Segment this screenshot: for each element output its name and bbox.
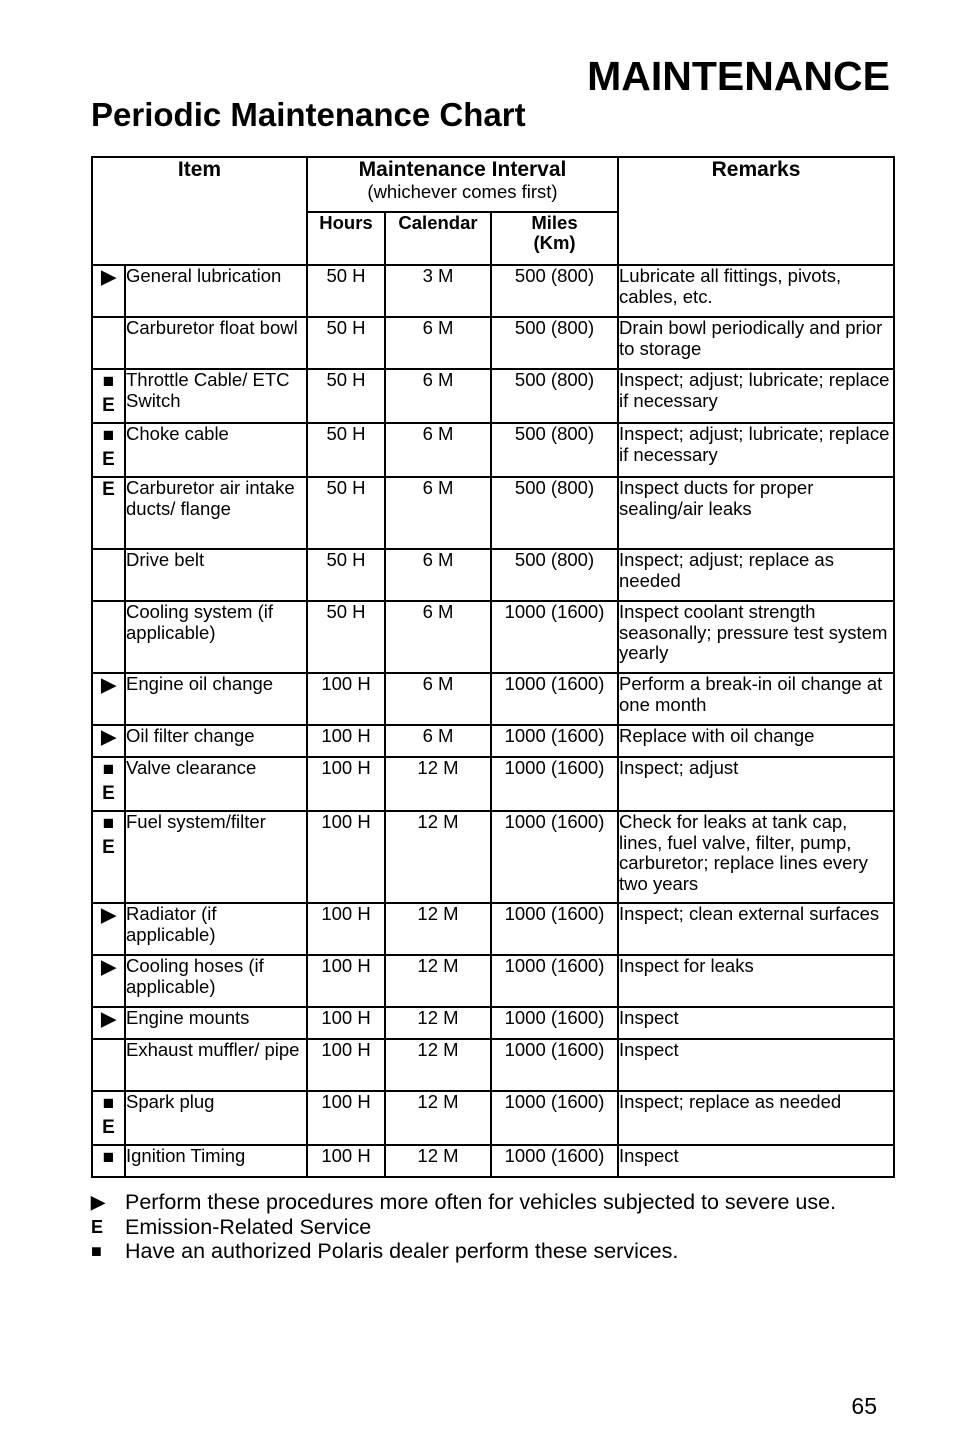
miles-cell: 1000 (1600) [491,903,618,955]
remarks-cell: Lubricate all fittings, pivots, cables, etc. [618,265,894,317]
item-cell: Spark plug [125,1091,307,1145]
service-marks [92,725,125,757]
emission-e-icon: E [102,395,115,416]
table-row [92,1145,894,1177]
item-cell: Carburetor float bowl [125,317,307,369]
item-header: Item [92,157,307,265]
remarks-cell: Inspect; adjust; lubricate; replace if necessary [618,369,894,423]
miles-cell: 500 (800) [491,369,618,423]
service-marks [92,1039,125,1091]
table-row [92,423,894,477]
item-cell: Oil filter change [125,725,307,757]
miles-cell: 500 (800) [491,423,618,477]
table-row [92,673,894,725]
square-icon: ■ [102,1093,115,1114]
calendar-header: Calendar [385,212,491,265]
remarks-cell: Inspect for leaks [618,955,894,1007]
calendar-cell: 6 M [385,317,491,369]
legend-text: Have an authorized Polaris dealer perform these services. [125,1239,679,1263]
miles-cell: 500 (800) [491,317,618,369]
chart-body [92,265,894,1177]
square-icon: ■ [91,1241,102,1261]
hours-cell: 100 H [307,903,385,955]
emission-e-icon: E [102,479,115,500]
hours-cell: 100 H [307,1091,385,1145]
hours-cell: 50 H [307,601,385,673]
table-row [92,757,894,811]
service-marks [92,811,125,903]
square-icon: ■ [102,813,115,834]
hours-cell: 100 H [307,811,385,903]
item-cell: Engine mounts [125,1007,307,1039]
legend-item-dealer [91,1239,836,1264]
calendar-cell: 6 M [385,673,491,725]
triangle-icon: ▶ [101,905,116,926]
miles-cell: 1000 (1600) [491,1091,618,1145]
table-row [92,725,894,757]
calendar-cell: 12 M [385,811,491,903]
maintenance-chart-table [91,156,895,1178]
triangle-icon: ▶ [101,267,116,288]
miles-cell: 1000 (1600) [491,1145,618,1177]
service-marks [92,1145,125,1177]
square-icon: ■ [102,1147,115,1168]
table-row [92,317,894,369]
remarks-cell: Replace with oil change [618,725,894,757]
miles-cell: 1000 (1600) [491,1039,618,1091]
hours-cell: 50 H [307,549,385,601]
service-marks [92,903,125,955]
miles-cell: 500 (800) [491,549,618,601]
page-title: Periodic Maintenance Chart [91,96,526,133]
item-cell: Fuel system/filter [125,811,307,903]
item-cell: Engine oil change [125,673,307,725]
hours-cell: 100 H [307,1145,385,1177]
table-row [92,1039,894,1091]
miles-cell: 1000 (1600) [491,601,618,673]
hours-cell: 50 H [307,369,385,423]
miles-cell: 1000 (1600) [491,1007,618,1039]
hours-cell: 100 H [307,757,385,811]
service-marks [92,673,125,725]
interval-header [307,157,618,212]
remarks-cell: Perform a break-in oil change at one month [618,673,894,725]
table-row [92,549,894,601]
hours-cell: 100 H [307,725,385,757]
remarks-cell: Inspect; adjust; lubricate; replace if necessary [618,423,894,477]
miles-cell: 1000 (1600) [491,673,618,725]
table-row [92,1007,894,1039]
service-marks [92,1007,125,1039]
remarks-cell: Inspect; replace as needed [618,1091,894,1145]
miles-cell: 500 (800) [491,477,618,549]
hours-cell: 100 H [307,673,385,725]
legend-text: Emission-Related Service [125,1214,372,1239]
service-marks [92,757,125,811]
calendar-cell: 12 M [385,955,491,1007]
service-marks [92,317,125,369]
calendar-cell: 12 M [385,1007,491,1039]
hours-header: Hours [307,212,385,265]
calendar-cell: 6 M [385,725,491,757]
item-cell: Valve clearance [125,757,307,811]
hours-cell: 100 H [307,1039,385,1091]
miles-cell: 1000 (1600) [491,725,618,757]
miles-cell: 1000 (1600) [491,811,618,903]
emission-e-icon: E [102,783,115,804]
calendar-cell: 6 M [385,601,491,673]
table-row [92,955,894,1007]
table-row [92,1091,894,1145]
calendar-cell: 6 M [385,423,491,477]
remarks-header: Remarks [618,157,894,265]
remarks-cell: Inspect coolant strength seasonally; pressure test system yearly [618,601,894,673]
remarks-cell: Drain bowl periodically and prior to storage [618,317,894,369]
square-icon: ■ [102,425,115,446]
miles-header: Miles (Km) [491,212,618,265]
calendar-cell: 3 M [385,265,491,317]
legend [91,1190,836,1264]
service-marks [92,601,125,673]
calendar-cell: 6 M [385,477,491,549]
item-cell: Cooling system (if applicable) [125,601,307,673]
table-row [92,903,894,955]
hours-cell: 100 H [307,955,385,1007]
calendar-cell: 12 M [385,1091,491,1145]
remarks-cell: Inspect [618,1145,894,1177]
remarks-cell: Inspect [618,1007,894,1039]
miles-cell: 500 (800) [491,265,618,317]
service-marks [92,369,125,423]
service-marks [92,423,125,477]
interval-header-label: Maintenance Interval [358,158,567,181]
miles-cell: 1000 (1600) [491,955,618,1007]
emission-e-icon: E [91,1216,104,1237]
hours-cell: 50 H [307,423,385,477]
service-marks [92,955,125,1007]
legend-text: Perform these procedures more often for vehicles subjected to severe use. [125,1190,837,1214]
page-number: 65 [851,1393,877,1419]
hours-cell: 50 H [307,477,385,549]
triangle-icon: ▶ [101,1009,116,1030]
remarks-cell: Inspect ducts for proper sealing/air leaks [618,477,894,549]
calendar-cell: 12 M [385,1039,491,1091]
item-cell: Exhaust muffler/ pipe [125,1039,307,1091]
hours-cell: 100 H [307,1007,385,1039]
item-cell: Choke cable [125,423,307,477]
legend-item-severe-use [91,1190,836,1215]
table-row [92,369,894,423]
table-row [92,265,894,317]
item-cell: Ignition Timing [125,1145,307,1177]
calendar-cell: 6 M [385,369,491,423]
square-icon: ■ [102,759,115,780]
section-title: MAINTENANCE [587,53,890,99]
interval-header-note: (whichever comes first) [367,181,558,202]
hours-cell: 50 H [307,317,385,369]
service-marks [92,265,125,317]
legend-item-emission [91,1215,836,1240]
table-row [92,601,894,673]
calendar-cell: 12 M [385,903,491,955]
remarks-cell: Inspect [618,1039,894,1091]
miles-cell: 1000 (1600) [491,757,618,811]
remarks-cell: Check for leaks at tank cap, lines, fuel valve, filter, pump, carburetor; replace lines every two years [618,811,894,903]
emission-e-icon: E [102,837,115,858]
emission-e-icon: E [102,449,115,470]
calendar-cell: 12 M [385,1145,491,1177]
calendar-cell: 12 M [385,757,491,811]
service-marks [92,1091,125,1145]
triangle-icon: ▶ [101,727,116,748]
item-cell: Radiator (if applicable) [125,903,307,955]
triangle-icon: ▶ [101,675,116,696]
emission-e-icon: E [102,1117,115,1138]
table-row [92,477,894,549]
service-marks [92,477,125,549]
remarks-cell: Inspect; adjust; replace as needed [618,549,894,601]
hours-cell: 50 H [307,265,385,317]
triangle-icon: ▶ [91,1192,105,1212]
item-cell: Drive belt [125,549,307,601]
item-cell: General lubrication [125,265,307,317]
calendar-cell: 6 M [385,549,491,601]
remarks-cell: Inspect; adjust [618,757,894,811]
item-cell: Carburetor air intake ducts/ flange [125,477,307,549]
service-marks [92,549,125,601]
remarks-cell: Inspect; clean external surfaces [618,903,894,955]
square-icon: ■ [102,371,115,392]
item-cell: Throttle Cable/ ETC Switch [125,369,307,423]
triangle-icon: ▶ [101,957,116,978]
item-cell: Cooling hoses (if applicable) [125,955,307,1007]
table-row [92,811,894,903]
